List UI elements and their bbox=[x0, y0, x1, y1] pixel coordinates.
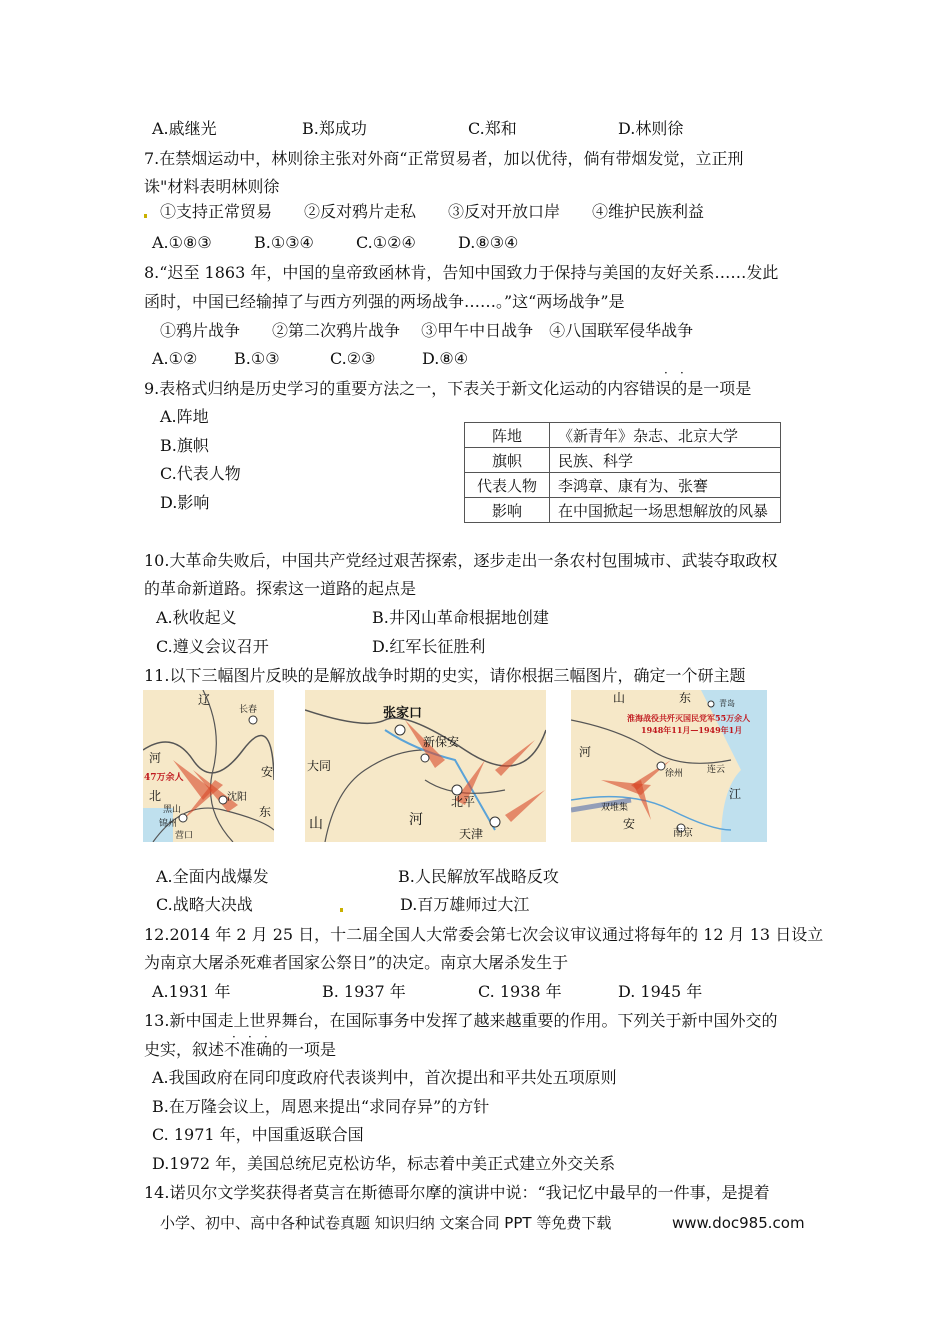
map1-label: 河 bbox=[149, 751, 162, 765]
map2-label: 山 bbox=[309, 816, 323, 832]
map3-label: 淮海战役共歼灭国民党军55万余人 bbox=[627, 713, 751, 723]
q7-options bbox=[152, 232, 852, 254]
table-key: 代表人物 bbox=[465, 473, 550, 498]
q11-option-b: B.人民解放军战略反攻 bbox=[398, 867, 559, 886]
map3-label: 双堆集 bbox=[601, 803, 629, 813]
liaoshen-campaign-map bbox=[143, 690, 274, 842]
emphasis-dot: · bbox=[264, 1030, 268, 1044]
map1-label: 47万余人 bbox=[144, 773, 184, 783]
map3-label: 1948年11月—1949年1月 bbox=[641, 725, 743, 735]
map3-label: 徐州 bbox=[665, 769, 684, 779]
q8-option-b: B.①③ bbox=[234, 349, 280, 368]
map2-label: 新保安 bbox=[423, 735, 460, 749]
q10-stem-line1: 10.大革命失败后，中国共产党经过艰苦探索，逐步走出一条农村包围城市、武装夺取政权 bbox=[144, 551, 778, 570]
q8-options bbox=[152, 348, 852, 370]
table-value: 《新青年》杂志、北京大学 bbox=[550, 423, 781, 448]
table-row bbox=[465, 423, 781, 448]
q10-option-a: A.秋收起义 bbox=[156, 608, 237, 627]
map1-label: 辽 bbox=[198, 693, 211, 707]
q11-option-a: A.全面内战爆发 bbox=[156, 867, 269, 886]
map1-label: 安 bbox=[261, 765, 274, 779]
map1-label: 营口 bbox=[175, 831, 194, 841]
q13-option-c: C. 1971 年，中国重返联合国 bbox=[152, 1125, 364, 1144]
pingjin-campaign-map bbox=[305, 690, 546, 842]
map3-label: 江 bbox=[729, 787, 742, 801]
q7-stem-line1: 7.在禁烟运动中，林则徐主张对外商“正常贸易者，加以优待，倘有带烟发觉，立正刑 bbox=[144, 149, 744, 168]
q7-option-b: B.①③④ bbox=[254, 233, 314, 252]
map2-label: 北平 bbox=[451, 795, 476, 809]
q7-option-a: A.①⑧③ bbox=[152, 233, 212, 252]
q13-option-a: A.我国政府在同印度政府代表谈判中，首次提出和平共处五项原则 bbox=[152, 1068, 617, 1087]
q13-option-d: D.1972 年，美国总统尼克松访华，标志着中美正式建立外交关系 bbox=[152, 1154, 616, 1173]
map3-label: 安 bbox=[623, 817, 636, 831]
q9-option-d: D.影响 bbox=[160, 493, 210, 512]
map1-label: 黑山 bbox=[163, 805, 182, 815]
table-row bbox=[465, 473, 781, 498]
map3-label: 河 bbox=[579, 745, 592, 759]
q8-stem-line2: 函时，中国已经输掉了与西方列强的两场战争……。”这“两场战争”是 bbox=[144, 292, 625, 311]
emphasis-dot: · bbox=[680, 366, 684, 380]
q11-stem: 11.以下三幅图片反映的是解放战争时期的史实，请你根据三幅图片，确定一个研主题 bbox=[144, 666, 746, 685]
table-row bbox=[465, 448, 781, 473]
map1-label: 北 bbox=[149, 789, 162, 803]
q8-option-d: D.⑧④ bbox=[422, 349, 469, 368]
map2-label: 河 bbox=[409, 812, 423, 828]
huaihai-campaign-map bbox=[571, 690, 767, 842]
map3-label: 青岛 bbox=[719, 699, 735, 708]
q9-option-b: B.旗帜 bbox=[160, 436, 209, 455]
map1-label: 东 bbox=[259, 805, 272, 819]
q12-stem-line2: 为南京大屠杀死难者国家公祭日”的决定。南京大屠杀发生于 bbox=[144, 953, 569, 972]
map3-label: 山 bbox=[613, 691, 626, 705]
yellow-mark bbox=[340, 908, 343, 912]
q6-option-d: D.林则徐 bbox=[618, 119, 684, 138]
q6-options bbox=[152, 118, 852, 140]
q10-option-d: D.红军长征胜利 bbox=[372, 637, 486, 656]
q14-stem-line1: 14.诺贝尔文学奖获得者莫言在斯德哥尔摩的演讲中说：“我记忆中最早的一件事，是提着 bbox=[144, 1183, 770, 1202]
q7-items: ①支持正常贸易 ②反对鸦片走私 ③反对开放口岸 ④维护民族利益 bbox=[160, 202, 705, 221]
q12-option-b: B. 1937 年 bbox=[322, 982, 406, 1001]
q11-option-c: C.战略大决战 bbox=[156, 895, 253, 914]
map1-label: 长春 bbox=[239, 705, 258, 715]
yellow-mark bbox=[144, 214, 147, 218]
map2-label: 大同 bbox=[307, 759, 332, 773]
q6-option-c: C.郑和 bbox=[468, 119, 517, 138]
table-value: 在中国掀起一场思想解放的风暴 bbox=[550, 498, 781, 523]
emphasis-dot: · bbox=[248, 1030, 252, 1044]
table-key: 阵地 bbox=[465, 423, 550, 448]
q9-option-a: A.阵地 bbox=[160, 407, 209, 426]
q13-option-b: B.在万隆会议上，周恩来提出“求同存异”的方针 bbox=[152, 1097, 490, 1116]
new-culture-movement-table bbox=[464, 422, 781, 523]
table-value: 民族、科学 bbox=[550, 448, 781, 473]
q12-option-d: D. 1945 年 bbox=[618, 982, 703, 1001]
q8-stem-line1: 8.“迟至 1863 年，中国的皇帝致函林肯，告知中国致力于保持与美国的友好关系……发此 bbox=[144, 263, 779, 282]
table-key: 影响 bbox=[465, 498, 550, 523]
map2-label: 天津 bbox=[459, 827, 484, 841]
map3-label: 南京 bbox=[673, 828, 693, 839]
q10-stem-line2: 的革命新道路。探索这一道路的起点是 bbox=[144, 579, 417, 598]
q7-option-d: D.⑧③④ bbox=[458, 233, 519, 252]
q8-option-a: A.①② bbox=[152, 349, 198, 368]
q6-option-b: B.郑成功 bbox=[302, 119, 367, 138]
q7-stem-line2: 诛"材料表明林则徐 bbox=[144, 177, 280, 196]
map2-label: 张家口 bbox=[383, 706, 423, 721]
q12-option-a: A.1931 年 bbox=[152, 982, 231, 1001]
map3-label: 东 bbox=[679, 691, 692, 705]
q11-option-d: D.百万雄师过大江 bbox=[400, 895, 530, 914]
table-key: 旗帜 bbox=[465, 448, 550, 473]
q12-option-c: C. 1938 年 bbox=[478, 982, 562, 1001]
footer-url[interactable]: www.doc985.com bbox=[672, 1214, 805, 1232]
emphasis-dot: · bbox=[664, 366, 668, 380]
q13-stem-line1: 13.新中国走上世界舞台，在国际事务中发挥了越来越重要的作用。下列关于新中国外交的 bbox=[144, 1011, 778, 1030]
emphasis-dot: · bbox=[232, 1030, 236, 1044]
footer-text: 小学、初中、高中各种试卷真题 知识归纳 文案合同 PPT 等免费下载 bbox=[160, 1214, 612, 1232]
q12-stem-line1: 12.2014 年 2 月 25 日，十二届全国人大常委会第七次会议审议通过将每年的 12 月 13 日设立 bbox=[144, 925, 824, 944]
q10-option-c: C.遵义会议召开 bbox=[156, 637, 269, 656]
map1-label: 沈阳 bbox=[227, 792, 247, 803]
q10-option-b: B.井冈山革命根据地创建 bbox=[372, 608, 549, 627]
q6-option-a: A.戚继光 bbox=[152, 119, 217, 138]
q12-options bbox=[152, 981, 852, 1003]
map1-label: 锦州 bbox=[159, 819, 178, 829]
q8-items: ①鸦片战争 ②第二次鸦片战争 ③甲午中日战争 ④八国联军侵华战争 bbox=[160, 321, 694, 340]
map3-label: 连云 bbox=[707, 765, 726, 775]
q8-option-c: C.②③ bbox=[330, 349, 376, 368]
q13-stem-line2: 史实，叙述不准确的一项是 bbox=[144, 1040, 337, 1059]
q7-option-c: C.①②④ bbox=[356, 233, 416, 252]
map-graphic bbox=[305, 690, 546, 842]
table-row bbox=[465, 498, 781, 523]
q9-stem: 9.表格式归纳是历史学习的重要方法之一，下表关于新文化运动的内容错误的是一项是 bbox=[144, 379, 752, 398]
table-value: 李鸿章、康有为、张謇 bbox=[550, 473, 781, 498]
q9-option-c: C.代表人物 bbox=[160, 464, 241, 483]
